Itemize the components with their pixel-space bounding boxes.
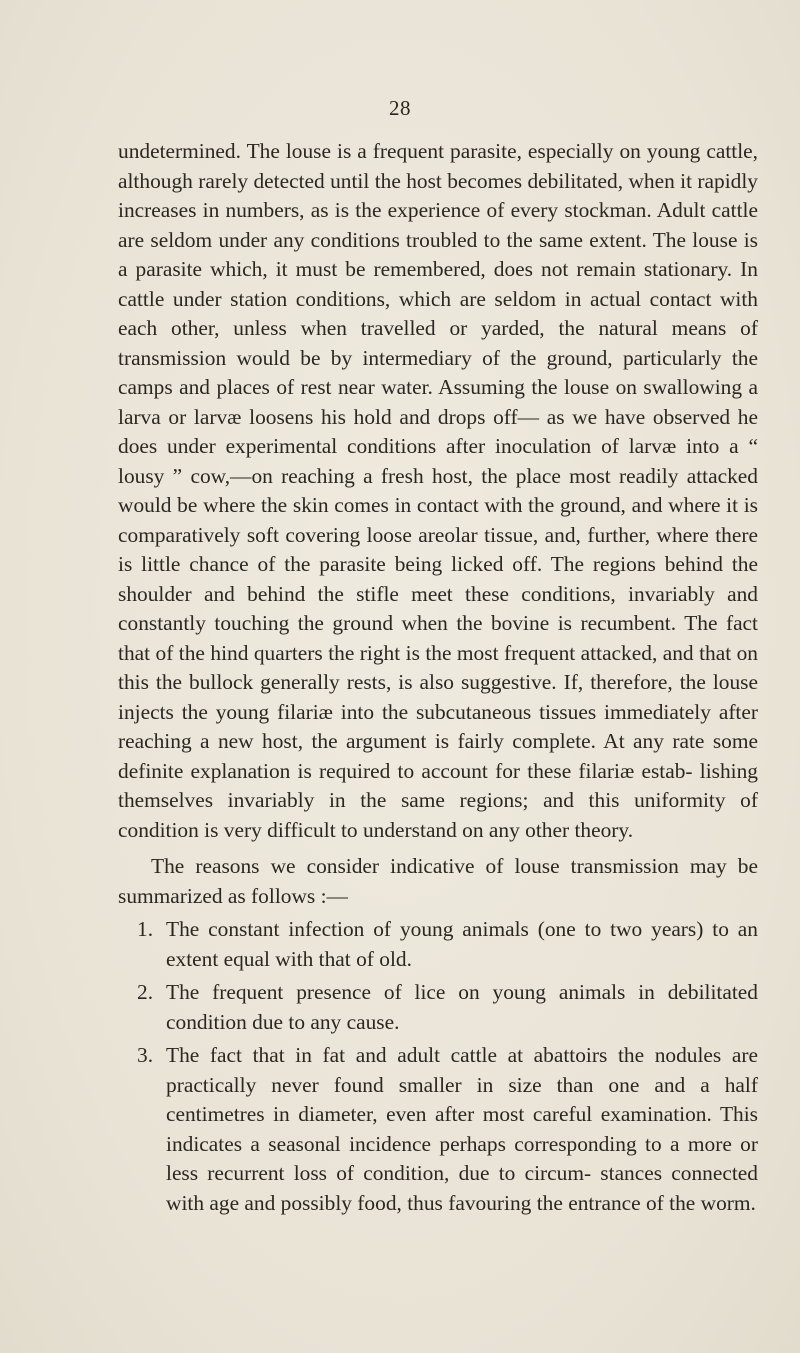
list-item: [118, 915, 758, 974]
list-item-text: The constant infection of young animals (one to two years) to an extent equal with that of old.: [166, 917, 758, 971]
list-item-text: The frequent presence of lice on young animals in debilitated condition due to any cause.: [166, 980, 758, 1034]
paragraph: undetermined. The louse is a frequent parasite, especially on young cattle, although rarely detected until the host becomes debilitated, when it rapidly increases in numbers, as is the experience of every stockman. Adult cattle are seldom under any conditions troubled to the same extent. The louse is a parasite which, it must be remembered, does not remain stationary. In cattle under station conditions, which are seldom in actual contact with each other, unless when travelled or yarded, the natural means of transmission would be by intermediary of the ground, particularly the camps and places of rest near water. Assuming the louse on swallowing a larva or larvæ loosens his hold and drops off— as we have observed he does under experimental conditions after inoculation of larvæ into a “ lousy ” cow,—on reaching a fresh host, the place most readily attacked would be where the skin comes in contact with the ground, and where it is comparatively soft covering loose areolar tissue, and, further, where there is little chance of the parasite being licked off. The regions behind the shoulder and behind the stifle meet these conditions, invariably and constantly touching the ground when the bovine is recumbent. The fact that of the hind quarters the right is the most frequent attacked, and that on this the bullock generally rests, is also suggestive. If, therefore, the louse injects the young filariæ into the subcutaneous tissues immediately after reaching a new host, the argument is fairly complete. At any rate some definite explanation is required to account for these filariæ estab- lishing themselves invariably in the same regions; and this uniformity of condition is very difficult to understand on any other theory.: [118, 139, 758, 842]
list-item-number: 2.: [137, 980, 154, 1004]
body-text: [118, 137, 758, 1218]
list-item-number: 1.: [137, 917, 154, 941]
numbered-list: [118, 915, 758, 1218]
list-item-number: 3.: [137, 1043, 154, 1067]
list-item: [118, 978, 758, 1037]
page-number: 28: [389, 96, 411, 120]
paragraph: The reasons we consider indicative of louse transmission may be summarized as follows :—: [118, 854, 758, 908]
list-item-text: The fact that in fat and adult cattle at abattoirs the nodules are practically never found smaller in size than one and a half centimetres in diameter, even after most careful examination. This indicates a seasonal incidence perhaps corresponding to a more or less recurrent loss of condition, due to circum- stances connected with age and possibly food, thus favouring the entrance of the worm.: [166, 1043, 758, 1215]
list-item: [118, 1041, 758, 1218]
